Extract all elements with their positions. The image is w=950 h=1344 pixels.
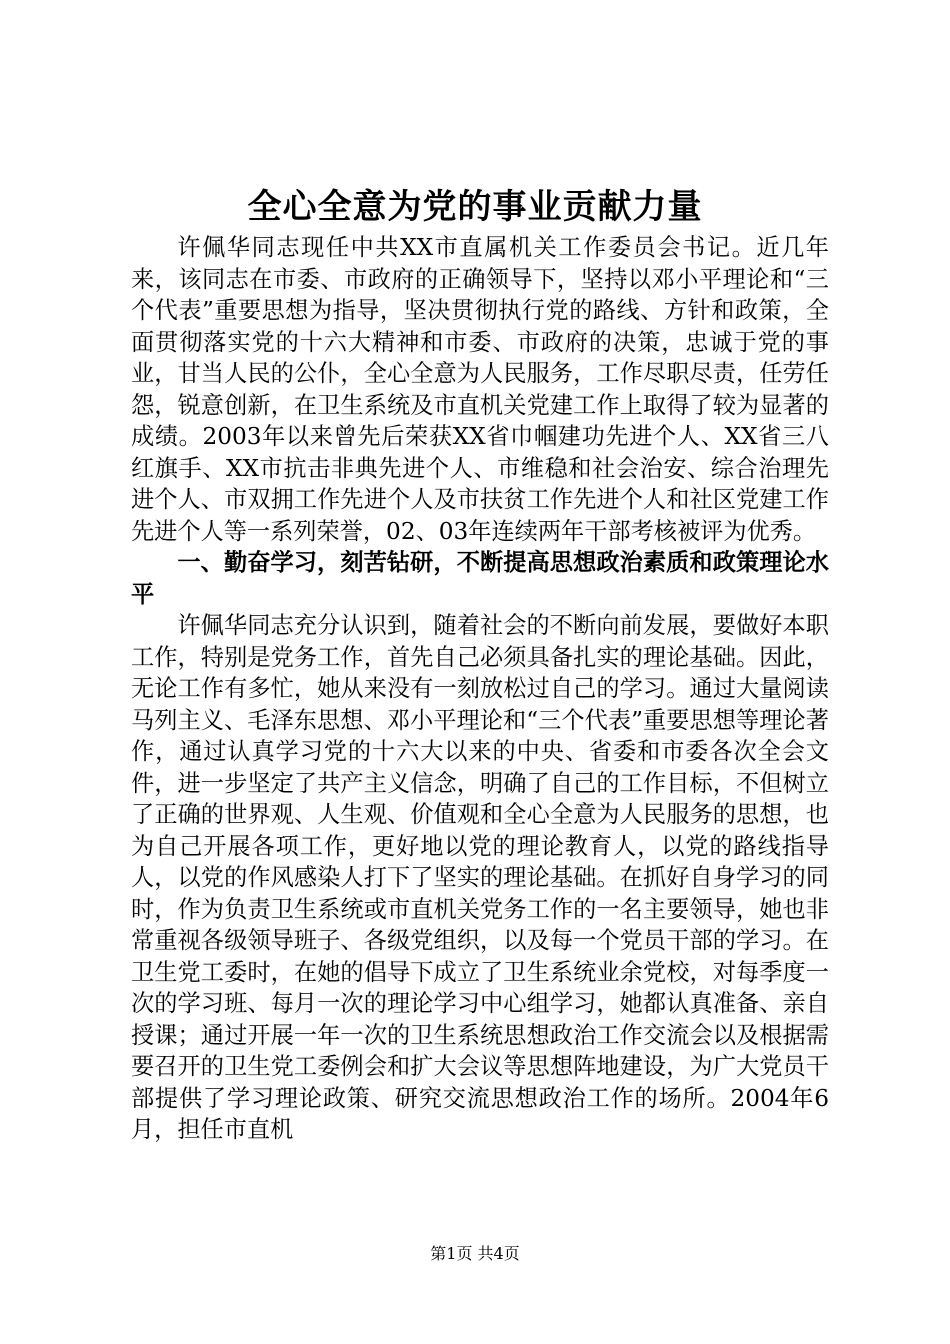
document-body — [131, 232, 829, 1146]
paragraph-study: 许佩华同志充分认识到，随着社会的不断向前发展，要做好本职工作，特别是党务工作，首先自己必须具备扎实的理论基础。因此，无论工作有多忙，她从来没有一刻放松过自己的学习。通过大量阅读马列主义、毛泽东思想、邓小平理论和“三个代表”重要思想等理论著作，通过认真学习党的十六大以来的中央、省委和市委各次全会文件，进一步坚定了共产主义信念，明确了自己的工作目标，不但树立了正确的世界观、人生观、价值观和全心全意为人民服务的思想，也为自己开展各项工作，更好地以党的理论教育人，以党的路线指导人，以党的作风感染人打下了坚实的理论基础。在抓好自身学习的同时，作为负责卫生系统或市直机关党务工作的一名主要领导，她也非常重视各级领导班子、各级党组织，以及每一个党员干部的学习。在卫生党工委时，在她的倡导下成立了卫生系统业余党校，对每季度一次的学习班、每月一次的理论学习中心组学习，她都认真准备、亲自授课；通过开展一年一次的卫生系统思想政治工作交流会以及根据需要召开的卫生党工委例会和扩大会议等思想阵地建设，为广大党员干部提供了学习理论政策、研究交流思想政治工作的场所。2004年6月，担任市直机 — [131, 612, 829, 1143]
document-title: 全心全意为党的事业贡献力量 — [247, 187, 703, 227]
section-heading: 一、勤奋学习，刻苦钻研，不断提高思想政治素质和政策理论水平 — [131, 549, 829, 608]
page-footer: 第1页 共4页 — [430, 1244, 520, 1263]
paragraph-intro: 许佩华同志现任中共XX市直属机关工作委员会书记。近几年来，该同志在市委、市政府的正确领导下，坚持以邓小平理论和“三个代表”重要思想为指导，坚决贯彻执行党的路线、方针和政策，全面贯彻落实党的十六大精神和市委、市政府的决策，忠诚于党的事业，甘当人民的公仆，全心全意为人民服务，工作尽职尽责，任劳任怨，锐意创新，在卫生系统及市直机关党建工作上取得了较为显著的成绩。2003年以来曾先后荣获XX省巾帼建功先进个人、XX省三八红旗手、XX市抗击非典先进个人、市维稳和社会治安、综合治理先进个人、市双拥工作先进个人及市扶贫工作先进个人和社区党建工作先进个人等一系列荣誉，02、03年连续两年干部考核被评为优秀。 — [131, 234, 829, 545]
